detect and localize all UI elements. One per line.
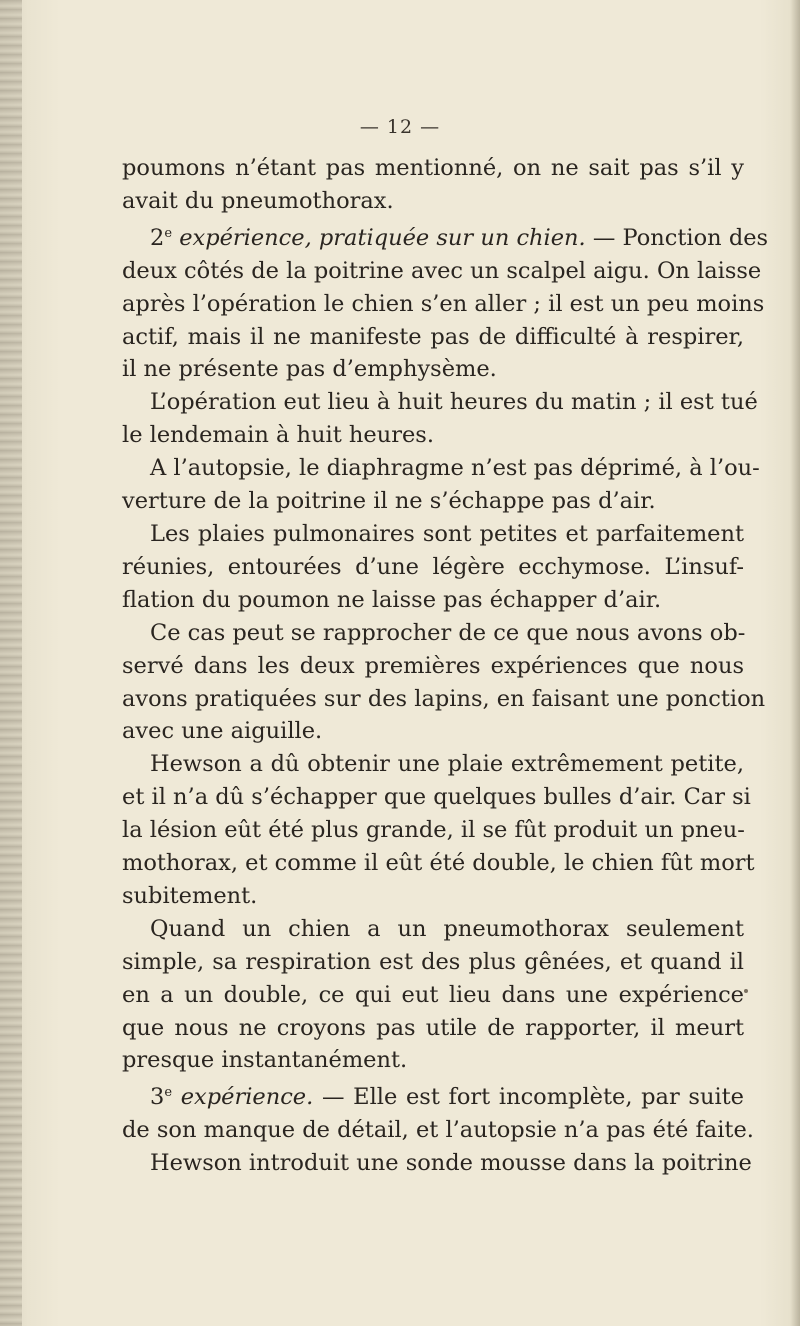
section-heading-line [122,218,769,255]
text-line: Hewson a dû obtenir une plaie extrêmement petite, [150,751,744,778]
text-line: avait du pneumothorax. [122,187,394,214]
text-line: avons pratiquées sur des lapins, en faisant une ponction [122,685,766,712]
experiment-title: expérience. [180,1084,314,1111]
text-line: Ce cas peut se rapprocher de ce que nous avons ob- [150,619,746,646]
text-line: poumons n’étant pas mentionné, on ne sait pas s’il y [122,155,744,181]
section-heading-line [122,1077,744,1114]
text-line: que nous ne croyons pas utile de rapporter, il meurt [122,1014,744,1041]
text-line: simple, sa respiration est des plus gênées, et quand il [122,948,744,975]
text-line: Quand un chien a un pneumothorax seulement [150,915,744,942]
text-line: il ne présente pas d’emphysème. [122,356,497,383]
text-line: presque instantanément. [122,1047,408,1074]
text-line: deux côtés de la poitrine avec un scalpel aigu. On laisse [122,257,762,284]
text-line: flation du poumon ne laisse pas échapper d’air. [122,586,662,613]
ordinal: 3 [150,1084,165,1111]
experiment-title: expérience, pratiquée sur un chien. [179,224,586,251]
text-line: et il n’a dû s’échapper que quelques bulles d’air. Car si [122,784,751,811]
text-line: L’opération eut lieu à huit heures du matin ; il est tué [150,389,758,416]
ordinal-suffix: e [164,225,173,241]
heading-rest: — Ponction des [585,224,769,251]
heading-rest: — Elle est fort incomplète, par suite [313,1084,745,1111]
text-line: servé dans les deux premières expériences que nous [122,652,744,679]
body-text [122,152,769,1180]
ink-speck [744,989,748,993]
text-line: la lésion eût été plus grande, il se fût produit un pneu- [122,817,745,844]
text-line: avec une aiguille. [122,718,323,745]
text-line: verture de la poitrine il ne s’échappe pas d’air. [122,488,656,515]
text-line: en a un double, ce qui eut lieu dans une expérience [122,981,744,1008]
text-line: A l’autopsie, le diaphragme n’est pas déprimé, à l’ou- [150,455,760,482]
ordinal-suffix: e [164,1085,173,1101]
text-line: réunies, entourées d’une légère ecchymose. L’insuf- [122,553,744,580]
text-line: de son manque de détail, et l’autopsie n’a pas été faite. [122,1117,754,1144]
page-edge [790,0,800,1326]
page-number: — 12 — [359,116,441,138]
text-line: après l’opération le chien s’en aller ; il est un peu moins [122,290,765,317]
text-line: Hewson introduit une sonde mousse dans la poitrine [150,1150,752,1177]
text-line: mothorax, et comme il eût été double, le chien fût mort [122,850,755,877]
text-line: subitement. [122,882,258,909]
text-line: Les plaies pulmonaires sont petites et parfaitement [150,520,744,547]
text-line: le lendemain à huit heures. [122,422,434,449]
ordinal: 2 [150,224,165,251]
page-gutter [0,0,22,1326]
text-line: actif, mais il ne manifeste pas de difficulté à respirer, [122,323,744,350]
